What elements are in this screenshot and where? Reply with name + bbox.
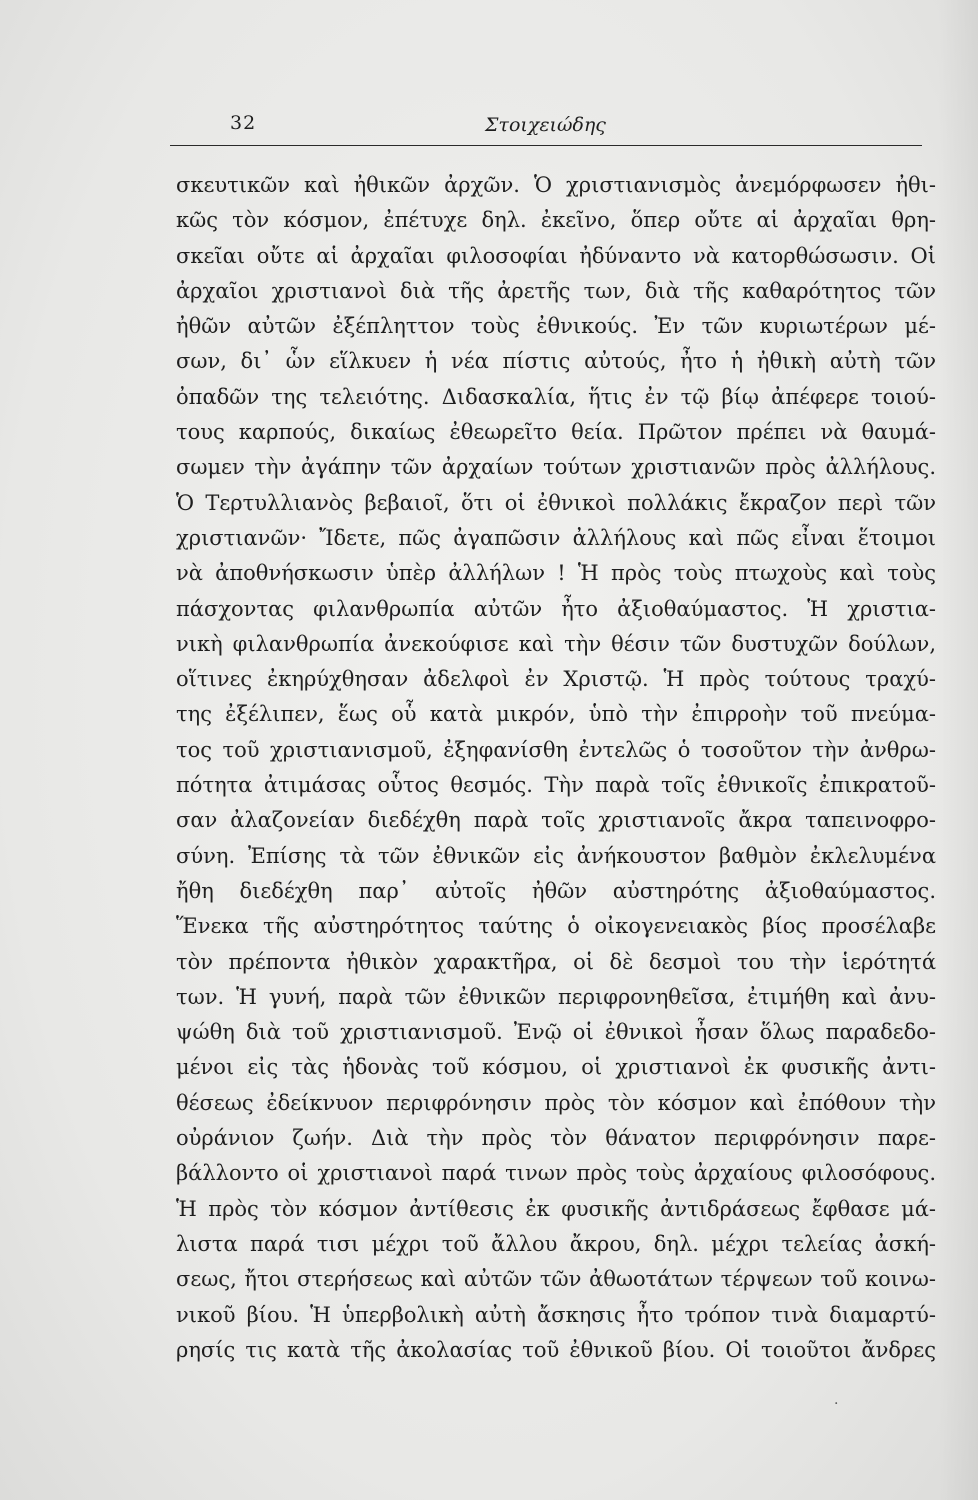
text-line: ἠθῶν αὐτῶν ἐξέπληττον τοὺς ἐθνικούς. Ἐν τῶν κυριωτέρων μέ- bbox=[176, 314, 936, 339]
text-line: βάλλοντο οἱ χριστιανοὶ παρά τινων πρὸς τοὺς ἀρχαίους φιλοσόφους. bbox=[176, 1161, 936, 1186]
text-line: Ἡ πρὸς τὸν κόσμον ἀντίθεσις ἐκ φυσικῆς ἀντιδράσεως ἔφθασε μά- bbox=[176, 1196, 936, 1221]
text-line: ὀπαδῶν της τελειότης. Διδασκαλία, ἥτις ἐν τῷ βίῳ ἀπέφερε τοιού- bbox=[176, 384, 936, 409]
text-line: λιστα παρά τισι μέχρι τοῦ ἄλλου ἄκρου, δηλ. μέχρι τελείας ἀσκή- bbox=[176, 1231, 936, 1256]
page-edge-shadow bbox=[938, 0, 978, 1500]
text-line: Ὁ Τερτυλλιανὸς βεβαιοῖ, ὅτι οἱ ἐθνικοὶ πολλάκις ἔκραζον περὶ τῶν bbox=[176, 490, 936, 515]
text-line: πάσχοντας φιλανθρωπία αὐτῶν ἦτο ἀξιοθαύμαστος. Ἡ χριστια- bbox=[176, 596, 936, 621]
text-line: νικοῦ βίου. Ἡ ὑπερβολικὴ αὐτὴ ἄσκησις ἦτο τρόπον τινὰ διαμαρτύ- bbox=[176, 1302, 936, 1327]
text-line: Ἕνεκα τῆς αὐστηρότητος ταύτης ὁ οἰκογενειακὸς βίος προσέλαβε bbox=[176, 914, 936, 939]
text-line: νικὴ φιλανθρωπία ἀνεκούφισε καὶ τὴν θέσιν τῶν δυστυχῶν δούλων, bbox=[176, 631, 936, 656]
body-text bbox=[176, 168, 936, 1368]
text-line: οὐράνιον ζωήν. Διὰ τὴν πρὸς τὸν θάνατον περιφρόνησιν παρε- bbox=[176, 1126, 936, 1151]
text-line: σύνη. Ἐπίσης τὰ τῶν ἐθνικῶν εἰς ἀνήκουστον βαθμὸν ἐκλελυμένα bbox=[176, 843, 936, 868]
text-line: κῶς τὸν κόσμον, ἐπέτυχε δηλ. ἐκεῖνο, ὅπερ οὔτε αἱ ἀρχαῖαι θρη- bbox=[176, 208, 936, 233]
text-line: τος τοῦ χριστιανισμοῦ, ἐξηφανίσθη ἐντελῶς ὁ τοσοῦτον τὴν ἀνθρω- bbox=[176, 737, 936, 762]
text-line: μένοι εἰς τὰς ἡδονὰς τοῦ κόσμου, οἱ χριστιανοὶ ἐκ φυσικῆς ἀντι- bbox=[176, 1055, 936, 1080]
text-line: χριστιανῶν· Ἴδετε, πῶς ἀγαπῶσιν ἀλλήλους καὶ πῶς εἶναι ἕτοιμοι bbox=[176, 525, 936, 550]
text-line: ρησίς τις κατὰ τῆς ἀκολασίας τοῦ ἐθνικοῦ βίου. Οἱ τοιοῦτοι ἄνδρες bbox=[176, 1337, 936, 1362]
text-line: σαν ἀλαζονείαν διεδέχθη παρὰ τοῖς χριστιανοῖς ἄκρα ταπεινοφρο- bbox=[176, 808, 936, 833]
text-line: νὰ ἀποθνήσκωσιν ὑπὲρ ἀλλήλων ! Ἡ πρὸς τοὺς πτωχοὺς καὶ τοὺς bbox=[176, 561, 936, 586]
text-line: σεως, ἤτοι στερήσεως καὶ αὐτῶν τῶν ἀθωοτάτων τέρψεων τοῦ κοινω- bbox=[176, 1267, 936, 1292]
running-head bbox=[170, 108, 920, 142]
text-line: σκεῖαι οὔτε αἱ ἀρχαῖαι φιλοσοφίαι ἠδύναντο νὰ κατορθώσωσιν. Οἱ bbox=[176, 243, 936, 268]
running-title: Στοιχειώδης bbox=[485, 114, 606, 136]
text-line: ἀρχαῖοι χριστιανοὶ διὰ τῆς ἀρετῆς των, διὰ τῆς καθαρότητος τῶν bbox=[176, 278, 936, 303]
text-line: θέσεως ἐδείκνυον περιφρόνησιν πρὸς τὸν κόσμον καὶ ἐπόθουν τὴν bbox=[176, 1090, 936, 1115]
text-line: ψώθη διὰ τοῦ χριστιανισμοῦ. Ἐνῷ οἱ ἐθνικοὶ ἦσαν ὅλως παραδεδο- bbox=[176, 1020, 936, 1045]
text-line: τους καρπούς, δικαίως ἐθεωρεῖτο θεία. Πρῶτον πρέπει νὰ θαυμά- bbox=[176, 420, 936, 445]
text-line: σων, δι᾽ ὧν εἵλκυεν ἡ νέα πίστις αὐτούς, ἦτο ἡ ἠθικὴ αὐτὴ τῶν bbox=[176, 349, 936, 374]
text-line: σκευτικῶν καὶ ἠθικῶν ἀρχῶν. Ὁ χριστιανισμὸς ἀνεμόρφωσεν ἠθι- bbox=[176, 173, 936, 197]
text-line: τὸν πρέποντα ἠθικὸν χαρακτῆρα, οἱ δὲ δεσμοὶ του τὴν ἱερότητά bbox=[176, 949, 936, 974]
header-rule bbox=[170, 145, 922, 146]
text-line: πότητα ἀτιμάσας οὗτος θεσμός. Τὴν παρὰ τοῖς ἐθνικοῖς ἐπικρατοῦ- bbox=[176, 773, 936, 798]
text-line: οἵτινες ἐκηρύχθησαν ἀδελφοὶ ἐν Χριστῷ. Ἡ πρὸς τούτους τραχύ- bbox=[176, 667, 936, 692]
text-line: των. Ἡ γυνή, παρὰ τῶν ἐθνικῶν περιφρονηθεῖσα, ἐτιμήθη καὶ ἀνυ- bbox=[176, 984, 936, 1009]
text-line: σωμεν τὴν ἀγάπην τῶν ἀρχαίων τούτων χριστιανῶν πρὸς ἀλλήλους. bbox=[176, 455, 936, 480]
text-line: ἤθη διεδέχθη παρ᾽ αὐτοῖς ἠθῶν αὐστηρότης ἀξιοθαύμαστος. bbox=[176, 878, 936, 903]
stray-mark: · bbox=[834, 1396, 839, 1412]
text-line: της ἐξέλιπεν, ἕως οὗ κατὰ μικρόν, ὑπὸ τὴν ἐπιρροὴν τοῦ πνεύμα- bbox=[176, 702, 936, 727]
page-number: 32 bbox=[230, 112, 257, 134]
